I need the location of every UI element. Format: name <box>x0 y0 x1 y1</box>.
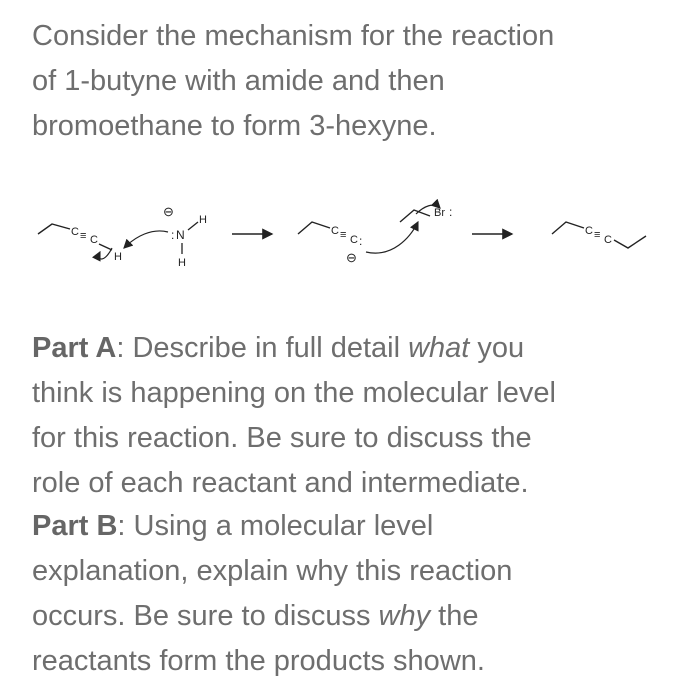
part-a-line-2: think is happening on the molecular level <box>32 377 556 409</box>
hexyne-left-chain <box>552 222 584 234</box>
amide-charge: ⊖ <box>163 204 174 219</box>
bromoethane-structure <box>400 205 452 222</box>
part-b-line-3a: occurs. Be sure to discuss <box>32 600 379 632</box>
part-b-emphasis: why <box>378 600 431 632</box>
part-a-text-2: you <box>469 332 525 364</box>
bromine-atom: Br <box>434 207 445 219</box>
part-b-label: Part B <box>32 510 118 542</box>
ch-bond <box>99 244 112 250</box>
nh-bond-1 <box>188 222 198 230</box>
part-a-text-1: : Describe in full detail <box>116 332 409 364</box>
hexyne-carbon-1: C <box>585 225 593 237</box>
acetylide-chain <box>298 222 330 234</box>
reaction-scheme <box>0 186 688 282</box>
hexyne-structure <box>552 222 646 248</box>
butyne-carbon-2: C <box>90 234 98 246</box>
part-a-label: Part A <box>32 332 117 364</box>
hexyne-right-chain <box>614 236 646 248</box>
bromine-lone-pair: : <box>449 205 453 219</box>
amide-structure <box>124 204 207 269</box>
intro-paragraph <box>32 14 672 149</box>
intro-line-1: Consider the mechanism for the reaction <box>32 20 555 52</box>
part-a-line-4: role of each reactant and intermediate. <box>32 467 529 499</box>
part-a-emphasis: what <box>408 332 470 364</box>
acetylide-carbon-2: C <box>350 234 358 246</box>
amide-lone-pair: : <box>171 228 175 242</box>
part-a-paragraph <box>32 326 672 506</box>
ethyl-chain <box>38 224 70 234</box>
amide-hydrogen-2: H <box>178 257 186 269</box>
butyne-carbon-1: C <box>71 226 79 238</box>
hexyne-carbon-2: C <box>604 234 612 246</box>
part-b-paragraph <box>32 504 672 684</box>
part-b-text-1: : Using a molecular level <box>117 510 434 542</box>
acetylide-charge: ⊖ <box>346 250 357 265</box>
part-b-line-4: reactants form the products shown. <box>32 645 485 677</box>
hexyne-triple-bond: ≡ <box>594 229 601 241</box>
acidic-hydrogen: H <box>114 251 122 263</box>
acetylide-carbon-1: C <box>331 225 339 237</box>
amide-nitrogen: N <box>176 228 185 242</box>
deprotonation-arrow <box>124 231 168 248</box>
amide-hydrogen-1: H <box>199 214 207 226</box>
acetylide-triple-bond: ≡ <box>340 229 347 241</box>
part-b-line-3b: the <box>430 600 479 632</box>
part-a-line-3: for this reaction. Be sure to discuss the <box>32 422 532 454</box>
intro-line-3: bromoethane to form 3-hexyne. <box>32 110 437 142</box>
acetylide-lone-pair: : <box>359 234 363 248</box>
butyne-triple-bond: ≡ <box>80 230 87 242</box>
acetylide-structure <box>298 222 418 265</box>
part-b-line-2: explanation, explain why this reaction <box>32 555 513 587</box>
substitution-arrow <box>366 222 418 253</box>
intro-line-2: of 1-butyne with amide and then <box>32 65 445 97</box>
butyne-structure <box>38 224 122 263</box>
bromoethane-chain <box>400 210 430 222</box>
